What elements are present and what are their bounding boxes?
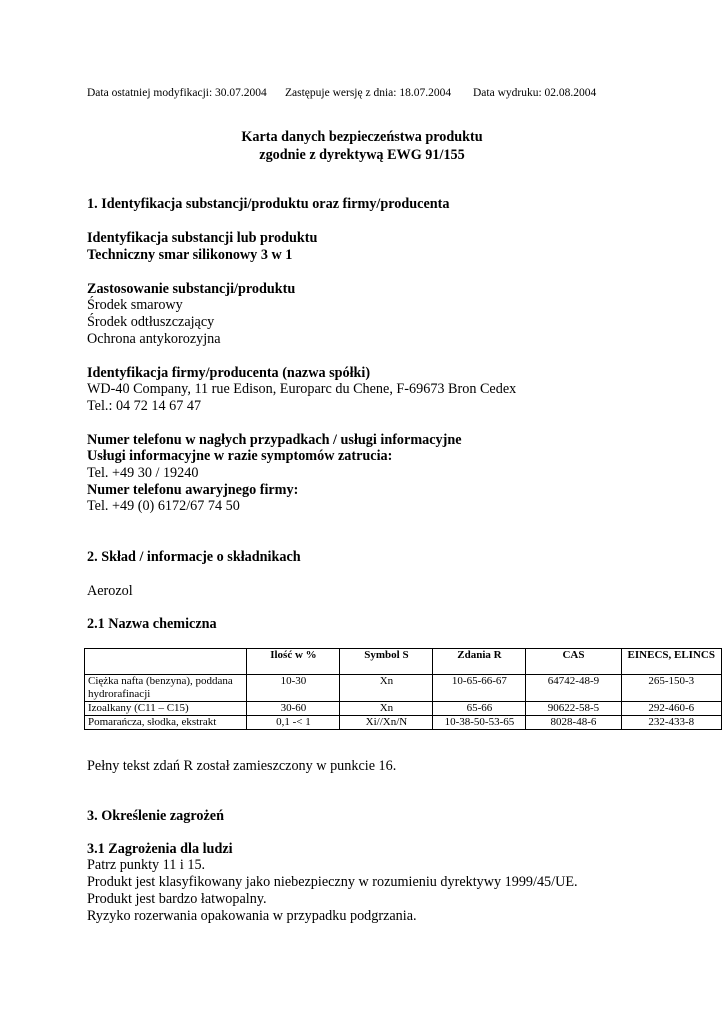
table-row bbox=[85, 702, 722, 716]
table-cell: 265-150-3 bbox=[621, 675, 721, 702]
table-cell: Xi//Xn/N bbox=[340, 716, 433, 730]
table-cell: 0,1 -< 1 bbox=[247, 716, 340, 730]
company-emergency-phone: Tel. +49 (0) 6172/67 74 50 bbox=[87, 498, 240, 514]
chemical-name-heading: 2.1 Nazwa chemiczna bbox=[87, 616, 217, 632]
product-name: Techniczny smar silikonowy 3 w 1 bbox=[87, 247, 293, 263]
table-header-cell: CAS bbox=[526, 649, 621, 675]
table-cell: 10-65-66-67 bbox=[433, 675, 526, 702]
poison-info-phone: Tel. +49 30 / 19240 bbox=[87, 465, 199, 481]
company-phone: Tel.: 04 72 14 67 47 bbox=[87, 398, 202, 414]
product-form: Aerozol bbox=[87, 583, 133, 599]
table-cell: 8028-48-6 bbox=[526, 716, 621, 730]
print-date: Data wydruku: 02.08.2004 bbox=[473, 87, 597, 99]
table-row bbox=[85, 675, 722, 702]
table-cell: Ciężka nafta (benzyna), poddana hydrorafinacji bbox=[85, 675, 247, 702]
hazard-line: Produkt jest klasyfikowany jako niebezpieczny w rozumieniu dyrektywy 1999/45/UE. bbox=[87, 874, 578, 890]
usage-item: Ochrona antykorozyjna bbox=[87, 331, 221, 347]
product-id-heading: Identyfikacja substancji lub produktu bbox=[87, 230, 318, 246]
table-cell: 90622-58-5 bbox=[526, 702, 621, 716]
hazard-line: Patrz punkty 11 i 15. bbox=[87, 857, 206, 873]
table-cell: Xn bbox=[340, 702, 433, 716]
table-header-cell: Ilość w % bbox=[247, 649, 340, 675]
table-cell: 10-38-50-53-65 bbox=[433, 716, 526, 730]
modification-date: Data ostatniej modyfikacji: 30.07.2004 bbox=[87, 87, 267, 99]
poison-info-heading: Usługi informacyjne w razie symptomów zatrucia: bbox=[87, 448, 393, 464]
usage-item: Środek smarowy bbox=[87, 297, 183, 313]
table-cell: 65-66 bbox=[433, 702, 526, 716]
table-cell: Xn bbox=[340, 675, 433, 702]
table-header-cell: Zdania R bbox=[433, 649, 526, 675]
table-cell: 30-60 bbox=[247, 702, 340, 716]
composition-table bbox=[84, 648, 722, 730]
table-cell: Pomarańcza, słodka, ekstrakt bbox=[85, 716, 247, 730]
usage-heading: Zastosowanie substancji/produktu bbox=[87, 281, 296, 297]
company-address: WD-40 Company, 11 rue Edison, Europarc du Chene, F-69673 Bron Cedex bbox=[87, 381, 517, 397]
document-subtitle: zgodnie z dyrektywą EWG 91/155 bbox=[259, 147, 465, 163]
table-cell: 292-460-6 bbox=[621, 702, 721, 716]
table-cell: 10-30 bbox=[247, 675, 340, 702]
table-cell: 64742-48-9 bbox=[526, 675, 621, 702]
hazard-line: Produkt jest bardzo łatwopalny. bbox=[87, 891, 267, 907]
company-emergency-heading: Numer telefonu awaryjnego firmy: bbox=[87, 482, 299, 498]
human-hazards-heading: 3.1 Zagrożenia dla ludzi bbox=[87, 841, 233, 857]
table-header-cell bbox=[85, 649, 247, 675]
hazard-line: Ryzyko rozerwania opakowania w przypadku podgrzania. bbox=[87, 908, 417, 924]
section-3-heading: 3. Określenie zagrożeń bbox=[87, 808, 224, 824]
section-2-heading: 2. Skład / informacje o składnikach bbox=[87, 549, 301, 565]
table-cell: 232-433-8 bbox=[621, 716, 721, 730]
table-header-row bbox=[85, 649, 722, 675]
r-phrases-note: Pełny tekst zdań R został zamieszczony w punkcie 16. bbox=[87, 758, 397, 774]
usage-item: Środek odtłuszczający bbox=[87, 314, 215, 330]
table-header-cell: EINECS, ELINCS bbox=[621, 649, 721, 675]
replaces-version-date: Zastępuje wersję z dnia: 18.07.2004 bbox=[285, 87, 452, 99]
table-row bbox=[85, 716, 722, 730]
document-title: Karta danych bezpieczeństwa produktu bbox=[241, 129, 483, 145]
table-header-cell: Symbol S bbox=[340, 649, 433, 675]
emergency-heading: Numer telefonu w nagłych przypadkach / usługi informacyjne bbox=[87, 432, 462, 448]
section-1-heading: 1. Identyfikacja substancji/produktu oraz firmy/producenta bbox=[87, 196, 450, 212]
table-cell: Izoalkany (C11 – C15) bbox=[85, 702, 247, 716]
company-heading: Identyfikacja firmy/producenta (nazwa spółki) bbox=[87, 365, 371, 381]
